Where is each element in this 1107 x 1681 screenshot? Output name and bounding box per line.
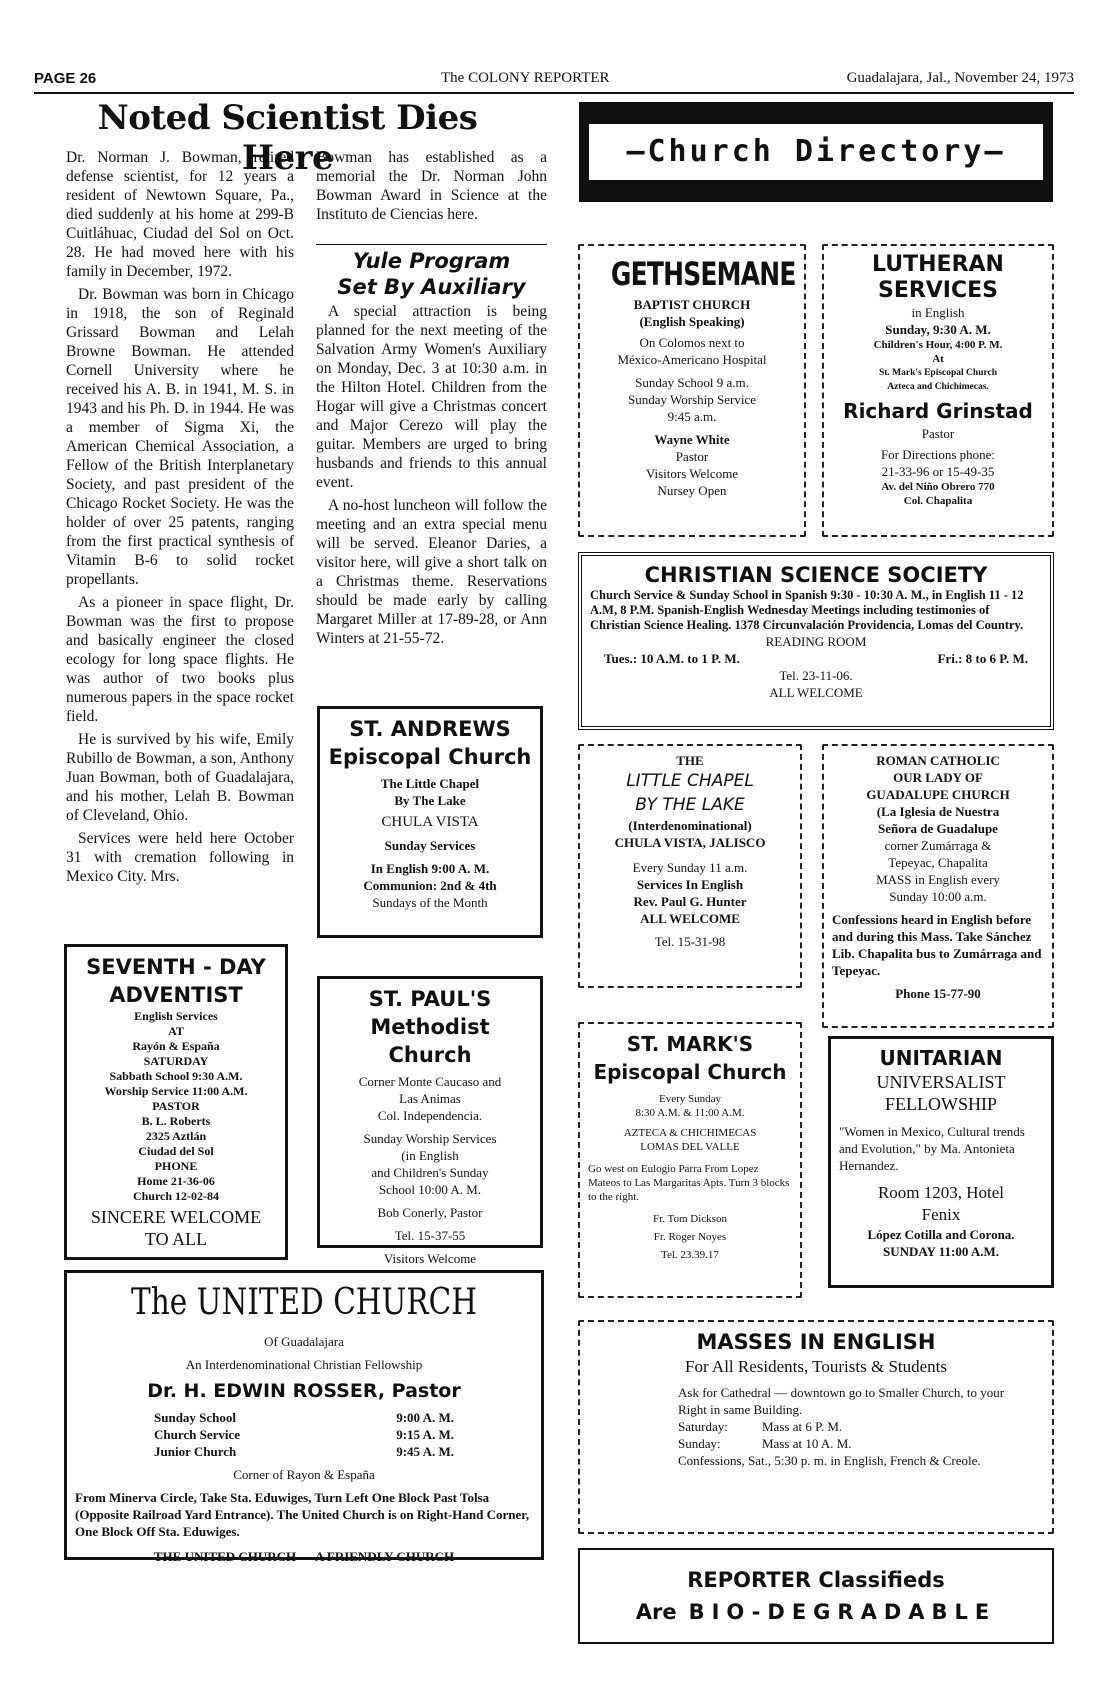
masses-in-english-ad bbox=[578, 1320, 1054, 1534]
article-headline: Noted Scientist Dies Here bbox=[97, 98, 478, 178]
catholic-line: OUR LADY OF bbox=[893, 770, 983, 785]
article-paragraph: As a pioneer in space flight, Dr. Bowman was the first to propose and basically engineer the closed ecology for long space flights. He was author of two books plus numerous papers in the space rocket field. bbox=[66, 594, 294, 725]
little-chapel-line: Tel. 15-31-98 bbox=[654, 934, 726, 949]
gethsemane-line: Sunday Worship Service bbox=[628, 392, 756, 407]
lutheran-line: St. Mark's Episcopal Church bbox=[878, 368, 998, 378]
adventist-line: SINCERE WELCOME bbox=[90, 1207, 262, 1227]
masses-directions: Ask for Cathedral — downtown go to Smaller Church, to your Right in same Building. bbox=[678, 1385, 1005, 1417]
page-header bbox=[34, 70, 1074, 92]
st-andrews-line: In English 9:00 A. M. bbox=[370, 861, 490, 876]
masses-day: Sunday: bbox=[678, 1436, 721, 1451]
page-number: PAGE 26 bbox=[34, 70, 97, 87]
st-marks-line: AZTECA & CHICHIMECAS bbox=[623, 1127, 757, 1139]
st-andrews-line: The Little Chapel bbox=[380, 776, 480, 791]
united-directions: From Minerva Circle, Take Sta. Eduwiges, Turn Left One Block Past Tolsa (Opposite Railroad Yard Entrance). The United Church is on Right-Hand Corner, One Block Off Sta. Eduwiges. bbox=[75, 1490, 530, 1539]
little-chapel-line: Services In English bbox=[636, 877, 744, 892]
article-paragraph: Dr. Bowman was born in Chicago in 1918, the son of Reginald Grissard Bowman and Lelah Browne Bowman. He attended Cornell University where he received his A. B. in 1941, M. S. in 1943 and his Ph. D. in 1944. He was a member of Sigma Xi, the American Chemical Association, a Fellow of the British Interplanetary Society, and past president of the Chicago Rocket Society. He was the holder of over 25 patents, ranging from the first practical synthesis of Vitamin B-6 to solid rocket propellants. bbox=[66, 286, 294, 588]
reading-room: READING ROOM bbox=[765, 634, 867, 649]
gethsemane-line: Wayne White bbox=[654, 432, 730, 447]
gethsemane-line: Nursey Open bbox=[657, 483, 727, 498]
catholic-confessions: Confessions heard in English before and during this Mass. Take Sánchez Lib. Chapalita bus to Zumárraga and Tepeyac. bbox=[832, 912, 1042, 978]
catholic-line: Sunday 10:00 a.m. bbox=[889, 889, 987, 904]
st-andrews-line: Sunday Services bbox=[384, 838, 476, 853]
st-pauls-line: Corner Monte Caucaso and bbox=[358, 1074, 502, 1089]
united-schedule-item: Junior Church bbox=[154, 1444, 237, 1459]
st-pauls-line: Las Animas bbox=[399, 1091, 461, 1106]
lutheran-line: Pastor bbox=[921, 426, 955, 441]
unitarian-topic: "Women in Mexico, Cultural trends and Evolution," by Ma. Antonieta Hernandez. bbox=[839, 1124, 1025, 1173]
adventist-line: Sabbath School 9:30 A.M. bbox=[109, 1069, 243, 1083]
adventist-line: AT bbox=[168, 1024, 184, 1038]
united-church-title: The UNITED CHURCH bbox=[131, 1282, 477, 1323]
roman-catholic-ad bbox=[822, 744, 1054, 1028]
st-pauls-line: Sunday Worship Services bbox=[363, 1131, 497, 1146]
gethsemane-line: Sunday School 9 a.m. bbox=[635, 375, 749, 390]
christian-science-phone: Tel. 23-11-06. bbox=[779, 668, 853, 683]
lutheran-line: Sunday, 9:30 A. M. bbox=[885, 322, 991, 337]
masses-time: Mass at 6 P. M. bbox=[762, 1419, 843, 1434]
unitarian-ad bbox=[828, 1036, 1054, 1288]
paper-name: The COLONY REPORTER bbox=[441, 70, 610, 86]
little-chapel-line: Every Sunday 11 a.m. bbox=[632, 860, 748, 875]
gethsemane-line: On Colomos next to bbox=[639, 335, 745, 350]
adventist-line: 2325 Aztlán bbox=[145, 1129, 207, 1143]
article-column-1 bbox=[66, 148, 294, 890]
lutheran-line: At bbox=[932, 353, 944, 365]
lutheran-line: Children's Hour, 4:00 P. M. bbox=[873, 339, 1003, 351]
unitarian-title: UNITARIAN bbox=[879, 1046, 1003, 1070]
christian-science-welcome: ALL WELCOME bbox=[769, 685, 863, 700]
united-schedule-time: 9:45 A. M. bbox=[396, 1444, 454, 1459]
st-andrews-line: By The Lake bbox=[394, 793, 466, 808]
st-pauls-line: (in English bbox=[401, 1148, 459, 1163]
adventist-line: Ciudad del Sol bbox=[138, 1144, 214, 1158]
classifieds-line-1: REPORTER Classifieds bbox=[687, 1568, 945, 1592]
st-andrews-ad bbox=[317, 706, 543, 938]
classifieds-are: Are bbox=[635, 1600, 677, 1624]
adventist-line: PHONE bbox=[154, 1159, 198, 1173]
little-chapel-line: ALL WELCOME bbox=[640, 911, 740, 926]
lutheran-ad bbox=[822, 244, 1054, 537]
little-chapel-title: LITTLE CHAPEL bbox=[626, 771, 754, 791]
classifieds-biodegradable: BIO-DEGRADABLE bbox=[688, 1600, 997, 1624]
unitarian-line: López Cotilla and Corona. bbox=[867, 1227, 1015, 1242]
divider bbox=[316, 244, 547, 245]
masses-time: Mass at 10 A. M. bbox=[762, 1436, 852, 1451]
adventist-line: B. L. Roberts bbox=[141, 1114, 211, 1128]
masses-day: Saturday: bbox=[678, 1419, 728, 1434]
united-pastor: Dr. H. EDWIN ROSSER, Pastor bbox=[147, 1380, 461, 1402]
catholic-line: Señora de Guadalupe bbox=[878, 821, 998, 836]
christian-science-ad bbox=[578, 552, 1054, 730]
lutheran-line: in English bbox=[911, 305, 965, 320]
united-schedule-time: 9:00 A. M. bbox=[396, 1410, 454, 1425]
adventist-line: Worship Service 11:00 A.M. bbox=[104, 1084, 248, 1098]
st-marks-line: Tel. 23.39.17 bbox=[661, 1249, 719, 1261]
united-motto: THE UNITED CHURCH — A FRIENDLY CHURCH bbox=[153, 1549, 455, 1564]
gethsemane-line: BAPTIST CHURCH bbox=[633, 297, 751, 312]
st-marks-directions: Go west on Eulogio Parra From Lopez Mateos to Las Margaritas Apts. Turn 3 blocks to the right. bbox=[588, 1163, 790, 1203]
unitarian-title-3: FELLOWSHIP bbox=[885, 1094, 997, 1114]
little-chapel-line: (Interdenominational) bbox=[628, 818, 752, 833]
catholic-line: Tepeyac, Chapalita bbox=[888, 855, 988, 870]
adventist-title-2: ADVENTIST bbox=[109, 983, 243, 1007]
united-corner: Corner of Rayon & España bbox=[233, 1467, 375, 1482]
united-schedule-item: Church Service bbox=[154, 1427, 241, 1442]
little-chapel-line: Rev. Paul G. Hunter bbox=[633, 894, 747, 909]
article-paragraph: Services were held here October 31 with cremation following in Mexico City. Mrs. bbox=[66, 830, 294, 885]
st-pauls-line: Tel. 15-37-55 bbox=[394, 1228, 466, 1243]
yule-headline-2: Set By Auxiliary bbox=[337, 275, 526, 299]
yule-paragraph-1: A special attraction is being planned for the next meeting of the Salvation Army Women's Auxiliary on Monday, Dec. 3 at 10:30 a.m. in the Hilton Hotel. Children from the Hogar will give a Christmas concert and Major Cerezo will play the guitar. Members are urged to bring husbands and friends to this annual event. bbox=[316, 303, 547, 491]
st-marks-subtitle: Episcopal Church bbox=[593, 1060, 787, 1084]
catholic-line: MASS in English every bbox=[876, 872, 1000, 887]
gethsemane-line: (English Speaking) bbox=[639, 314, 745, 329]
st-pauls-line: Visitors Welcome bbox=[383, 1251, 477, 1266]
christian-science-text: Church Service & Sunday School in Spanish 9:30 - 10:30 A. M., in English 11 - 12 A.M, 8 P.M. Spanish-English Wednesday Meetings including testimonies of Christian Science Healing. 1378 Circunvalación Providencia, Lomas del Country. bbox=[590, 588, 1024, 632]
st-pauls-line: Col. Independencia. bbox=[377, 1108, 483, 1123]
gethsemane-line: Visitors Welcome bbox=[645, 466, 739, 481]
unitarian-line: Room 1203, Hotel bbox=[877, 1183, 1005, 1202]
st-pauls-line: School 10:00 A. M. bbox=[378, 1182, 482, 1197]
lutheran-line: Azteca and Chichimecas. bbox=[887, 382, 989, 392]
lutheran-title-1: LUTHERAN bbox=[872, 252, 1004, 277]
unitarian-title-2: UNIVERSALIST bbox=[876, 1072, 1006, 1092]
yule-paragraph-2: A no-host luncheon will follow the meeting and an extra special menu will be served. Eleanor Daries, a visitor here, will give a short talk on a Christmas theme. Reservations should be made early by calling Margaret Miller at 17-89-28, or Ann Winters at 21-55-72. bbox=[316, 497, 547, 647]
yule-article bbox=[316, 248, 547, 652]
gethsemane-ad bbox=[578, 244, 806, 537]
article-paragraph: He is survived by his wife, Emily Rubillo de Bowman, a son, Anthony Juan Bowman, both of Guadalajara, and his mother, Lelah B. Bowman of Cleveland, Ohio. bbox=[66, 731, 294, 824]
united-schedule-time: 9:15 A. M. bbox=[396, 1427, 454, 1442]
adventist-line: PASTOR bbox=[152, 1099, 200, 1113]
st-andrews-line: Sundays of the Month bbox=[372, 895, 488, 910]
catholic-phone: Phone 15-77-90 bbox=[895, 986, 981, 1001]
catholic-line: GUADALUPE CHURCH bbox=[866, 787, 1010, 802]
st-marks-line: Fr. Tom Dickson bbox=[653, 1213, 727, 1225]
st-marks-line: LOMAS DEL VALLE bbox=[640, 1141, 740, 1153]
adventist-line: English Services bbox=[134, 1009, 218, 1023]
st-pauls-line: and Children's Sunday bbox=[371, 1165, 489, 1180]
st-pauls-title: ST. PAUL'S bbox=[368, 987, 492, 1011]
adventist-ad bbox=[64, 944, 288, 1260]
adventist-title-1: SEVENTH - DAY bbox=[86, 955, 266, 979]
st-andrews-title: ST. ANDREWS bbox=[349, 717, 511, 741]
united-line: An Interdenominational Christian Fellowship bbox=[185, 1357, 423, 1372]
united-schedule-item: Sunday School bbox=[154, 1410, 237, 1425]
unitarian-line: Fenix bbox=[921, 1205, 961, 1224]
catholic-line: corner Zumárraga & bbox=[884, 838, 992, 853]
catholic-line: ROMAN CATHOLIC bbox=[876, 753, 1000, 768]
lutheran-line: For Directions phone: bbox=[880, 447, 996, 462]
tuesday-hours: Tues.: 10 A.M. to 1 P. M. bbox=[604, 651, 740, 666]
adventist-line: Home 21-36-06 bbox=[137, 1174, 215, 1188]
st-marks-line: Every Sunday bbox=[658, 1093, 721, 1105]
dateline: Guadalajara, Jal., November 24, 1973 bbox=[846, 70, 1074, 86]
st-pauls-line: Bob Conerly, Pastor bbox=[377, 1205, 483, 1220]
united-line: Of Guadalajara bbox=[264, 1334, 344, 1349]
article-paragraph: Dr. Norman J. Bowman, retired defense scientist, for 12 years a resident of Newtown Square, Pa., died suddenly at his home at 299-B Cuitláhuac, Ciudad del Sol on Oct. 28. He had moved here with his family in December, 1972. bbox=[66, 149, 294, 280]
classifieds-ad bbox=[578, 1548, 1054, 1644]
church-directory-banner bbox=[579, 102, 1053, 202]
st-andrews-line: Communion: 2nd & 4th bbox=[363, 878, 497, 893]
gethsemane-line: México-Americano Hospital bbox=[617, 352, 767, 367]
little-chapel-line: CHULA VISTA, JALISCO bbox=[614, 835, 766, 850]
masses-confessions: Confessions, Sat., 5:30 p. m. in English, French & Creole. bbox=[678, 1453, 981, 1468]
header-rule bbox=[34, 92, 1074, 94]
st-pauls-subtitle: Methodist Church bbox=[370, 1015, 490, 1067]
masses-title: MASSES IN ENGLISH bbox=[696, 1330, 936, 1354]
gethsemane-line: 9:45 a.m. bbox=[667, 409, 717, 424]
adventist-line: Church 12-02-84 bbox=[132, 1189, 220, 1203]
unitarian-line: SUNDAY 11:00 A.M. bbox=[882, 1244, 1000, 1259]
st-marks-line: Fr. Roger Noyes bbox=[653, 1231, 727, 1243]
gethsemane-name: GETHSEMANE bbox=[610, 255, 796, 293]
st-marks-title: ST. MARK'S bbox=[626, 1032, 754, 1056]
little-chapel-line: THE bbox=[676, 753, 704, 768]
st-marks-line: 8:30 A.M. & 11:00 A.M. bbox=[635, 1107, 745, 1119]
lutheran-line: 21-33-96 or 15-49-35 bbox=[881, 464, 995, 479]
united-church-ad bbox=[64, 1270, 544, 1564]
st-andrews-line: CHULA VISTA bbox=[381, 814, 479, 830]
adventist-line: TO ALL bbox=[144, 1229, 208, 1249]
little-chapel-subtitle: BY THE LAKE bbox=[635, 795, 745, 815]
gethsemane-line: Pastor bbox=[675, 449, 709, 464]
lutheran-title-2: SERVICES bbox=[877, 278, 999, 303]
lutheran-line: Col. Chapalita bbox=[903, 495, 973, 507]
masses-subtitle: For All Residents, Tourists & Students bbox=[684, 1357, 948, 1376]
christian-science-title: CHRISTIAN SCIENCE SOCIETY bbox=[644, 563, 988, 587]
lutheran-line: Av. del Niño Obrero 770 bbox=[881, 481, 995, 493]
lutheran-pastor-name: Richard Grinstad bbox=[843, 399, 1033, 423]
article-continuation: Bowman has established as a memorial the Dr. Norman John Bowman Award in Science at the Instituto de Ciencias here. bbox=[316, 149, 547, 223]
friday-hours: Fri.: 8 to 6 P. M. bbox=[937, 651, 1028, 666]
catholic-line: (La Iglesia de Nuestra bbox=[876, 804, 1000, 819]
church-directory-title: —Church Directory— bbox=[589, 124, 1043, 180]
adventist-line: SATURDAY bbox=[143, 1054, 209, 1068]
st-marks-ad bbox=[578, 1022, 802, 1298]
adventist-line: Rayón & España bbox=[132, 1039, 220, 1053]
st-andrews-subtitle: Episcopal Church bbox=[328, 745, 532, 769]
yule-headline-1: Yule Program bbox=[352, 249, 511, 273]
st-pauls-ad bbox=[317, 976, 543, 1266]
little-chapel-ad bbox=[578, 744, 802, 988]
article-column-2 bbox=[316, 148, 547, 228]
